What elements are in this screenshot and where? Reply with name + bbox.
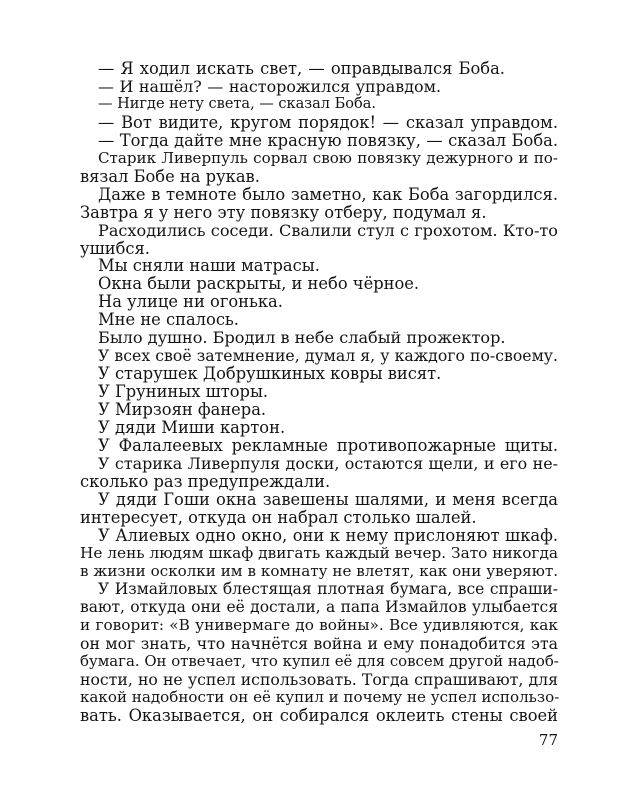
text-line: он мог знать, что начнётся война и ему понадобится эта bbox=[80, 634, 558, 653]
text-line: Мы сняли наши матрасы. bbox=[98, 256, 320, 275]
text-line: У дяди Миши картон. bbox=[98, 418, 286, 437]
text-line: У Измайловых блестящая плотная бумага, все спраши- bbox=[98, 580, 558, 598]
text-line: — И нашёл? — насторожился управдом. bbox=[98, 77, 441, 96]
text-line: вязал Бобе на рукав. bbox=[80, 167, 260, 186]
text-line: На улице ни огонька. bbox=[98, 292, 283, 311]
text-line: вают, откуда они её достали, а папа Измайлов улыбается bbox=[80, 598, 558, 616]
text-line: У Груниных шторы. bbox=[98, 382, 269, 401]
text-line: — Тогда дайте мне красную повязку, — сказал Боба. bbox=[98, 131, 558, 150]
text-line: У Фалалеевых рекламные противопожарные щиты. bbox=[98, 436, 558, 455]
text-line: Окна были раскрыты, и небо чёрное. bbox=[98, 274, 420, 293]
text-line: и говорит: «В универмаге до войны». Все удивляются, как bbox=[80, 616, 558, 634]
text-line: интересует, откуда он набрал столько шалей. bbox=[80, 508, 477, 527]
text-line: в жизни осколки им в комнату не влетят, как они уверяют. bbox=[80, 562, 558, 580]
text-line: У Мирзоян фанера. bbox=[98, 400, 267, 419]
text-line: У всех своё затемнение, думал я, у каждого по-своему. bbox=[98, 346, 558, 365]
text-line: Расходились соседи. Свалили стул с грохотом. Кто-то bbox=[98, 221, 558, 240]
text-line: У Алиевых одно окно, они к нему прислоняют шкаф. bbox=[98, 526, 558, 545]
text-line: ности, но не успел использовать. Тогда спрашивают, для bbox=[80, 670, 558, 689]
text-line: Не лень людям шкаф двигать каждый вечер. Зато никогда bbox=[80, 544, 558, 562]
text-line: бумага. Он отвечает, что купил её для совсем другой надоб- bbox=[80, 652, 559, 670]
text-line: сколько раз предупреждали. bbox=[80, 472, 331, 491]
text-line: У старика Ливерпуля доски, остаются щели, и его не- bbox=[98, 454, 558, 473]
text-line: — Я ходил искать свет, — оправдывался Боба. bbox=[98, 59, 505, 78]
text-line: У старушек Добрушкиных ковры висят. bbox=[98, 364, 442, 383]
text-line: Старик Ливерпуль сорвал свою повязку дежурного и по- bbox=[98, 149, 558, 167]
text-line: вать. Оказывается, он собирался оклеить стены своей bbox=[80, 706, 558, 725]
text-line: — Вот видите, кругом порядок! — сказал управдом. bbox=[98, 113, 558, 132]
text-line: — Нигде нету света, — сказал Боба. bbox=[98, 96, 376, 112]
text-line: Мне не спалось. bbox=[98, 310, 239, 329]
text-line: Завтра я у него эту повязку отберу, подумал я. bbox=[80, 203, 487, 222]
text-line: У дяди Гоши окна завешены шалями, и меня всегда bbox=[98, 490, 558, 509]
page-number: 77 bbox=[538, 731, 558, 749]
text-line: какой надобности он её купил и почему не успел использо- bbox=[80, 688, 560, 706]
text-line: Даже в темноте было заметно, как Боба загордился. bbox=[98, 185, 558, 204]
text-line: Было душно. Бродил в небе слабый прожектор. bbox=[98, 328, 506, 347]
text-line: ушибся. bbox=[80, 239, 150, 258]
